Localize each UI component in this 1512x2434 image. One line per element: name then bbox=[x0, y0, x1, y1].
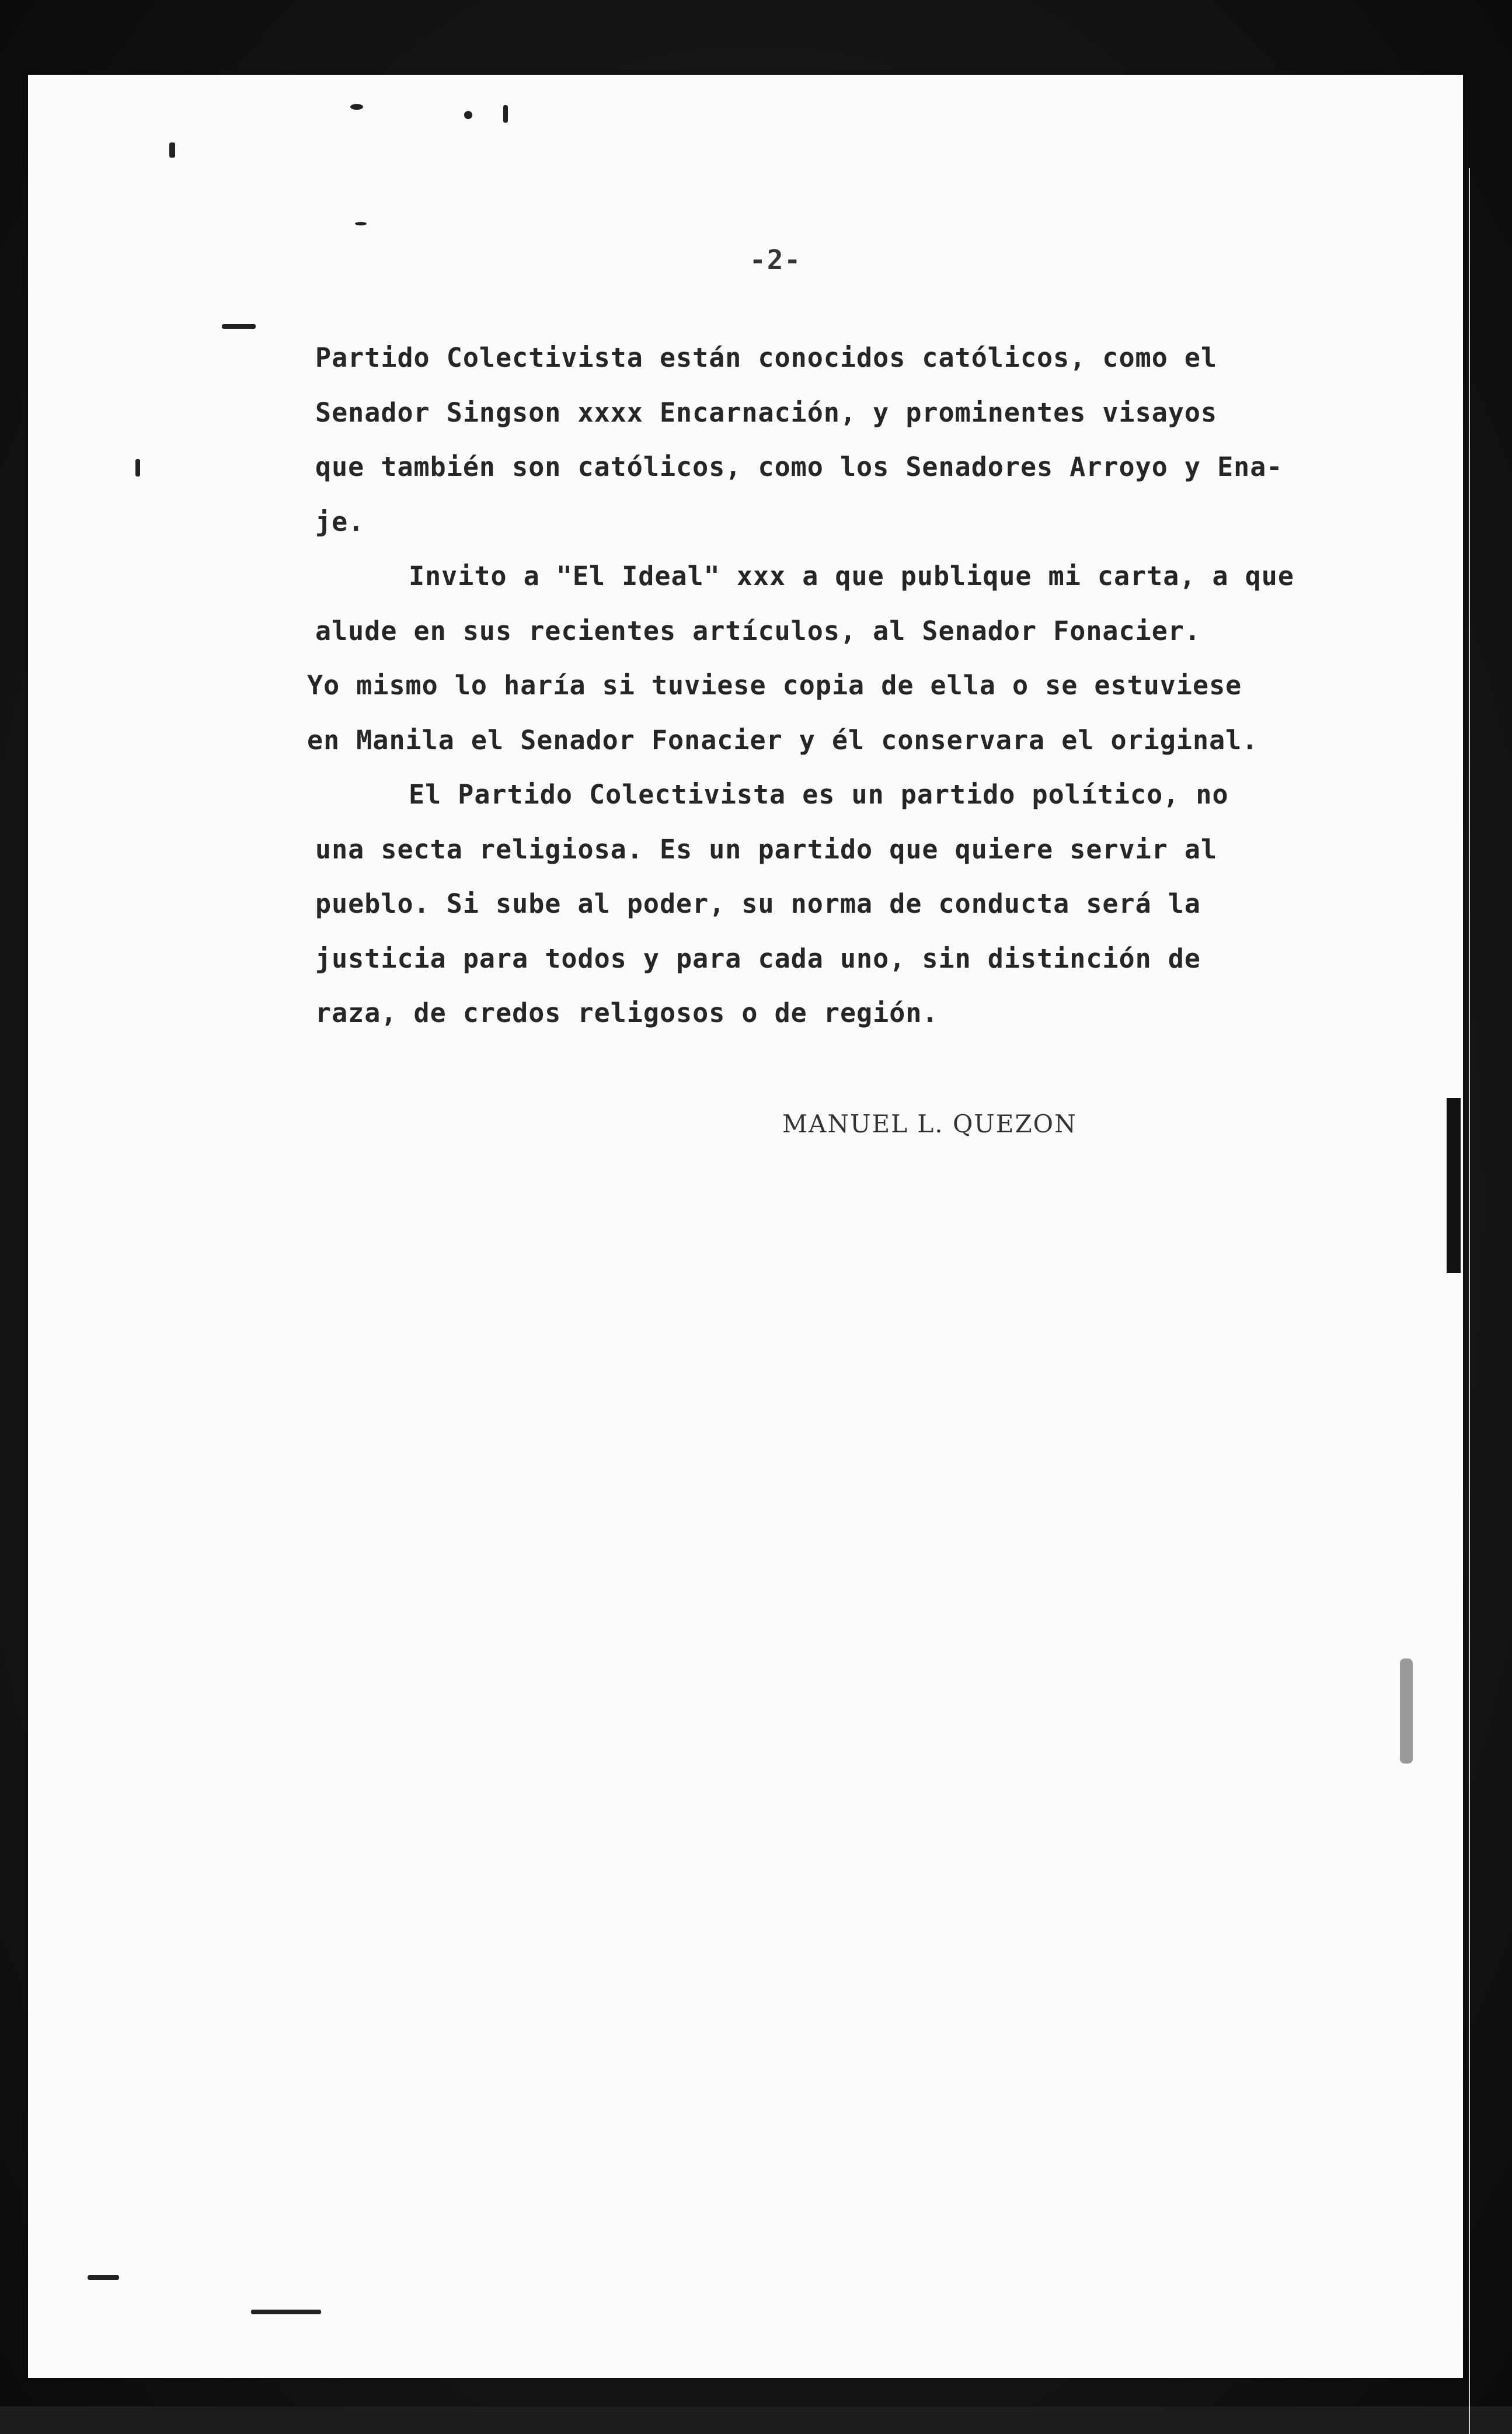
speck-mark bbox=[222, 324, 256, 329]
text-line: una secta religiosa. Es un partido que quiere servir al bbox=[315, 833, 1218, 865]
speck-mark bbox=[169, 142, 175, 158]
text-line: Yo mismo lo haría si tuviese copia de ella o se estuviese bbox=[307, 670, 1242, 701]
page-number: -2- bbox=[750, 244, 802, 276]
speck-mark bbox=[135, 459, 140, 477]
text-line: Senador Singson xxxx Encarnación, y prominentes visayos bbox=[315, 397, 1218, 428]
text-line: que también son católicos, como los Senadores Arroyo y Ena- bbox=[315, 451, 1283, 482]
text-line: Partido Colectivista están conocidos católicos, como el bbox=[315, 342, 1218, 373]
text-line: pueblo. Si sube al poder, su norma de conducta será la bbox=[315, 888, 1201, 919]
speck-mark bbox=[350, 104, 363, 110]
text-line: El Partido Colectivista es un partido político, no bbox=[409, 779, 1229, 810]
text-line: raza, de credos religosos o de región. bbox=[315, 997, 939, 1028]
text-line: justicia para todos y para cada uno, sin distinción de bbox=[315, 943, 1201, 974]
edge-mark bbox=[1447, 1098, 1461, 1273]
page-edge-line bbox=[1469, 168, 1470, 2434]
speck-mark bbox=[251, 2310, 321, 2314]
text-line: alude en sus recientes artículos, al Senador Fonacier. bbox=[315, 615, 1201, 646]
speck-mark bbox=[355, 222, 367, 225]
letter-body bbox=[307, 331, 1378, 1041]
speck-mark bbox=[1400, 1658, 1413, 1764]
text-line: Invito a "El Ideal" xxx a que publique mi carta, a que bbox=[409, 561, 1294, 592]
speck-mark bbox=[464, 111, 472, 119]
speck-mark bbox=[503, 105, 508, 123]
speck-mark bbox=[88, 2275, 119, 2280]
signature: MANUEL L. QUEZON bbox=[782, 1110, 1077, 1138]
text-line: je. bbox=[315, 506, 365, 537]
text-line: en Manila el Senador Fonacier y él conservara el original. bbox=[307, 724, 1259, 756]
